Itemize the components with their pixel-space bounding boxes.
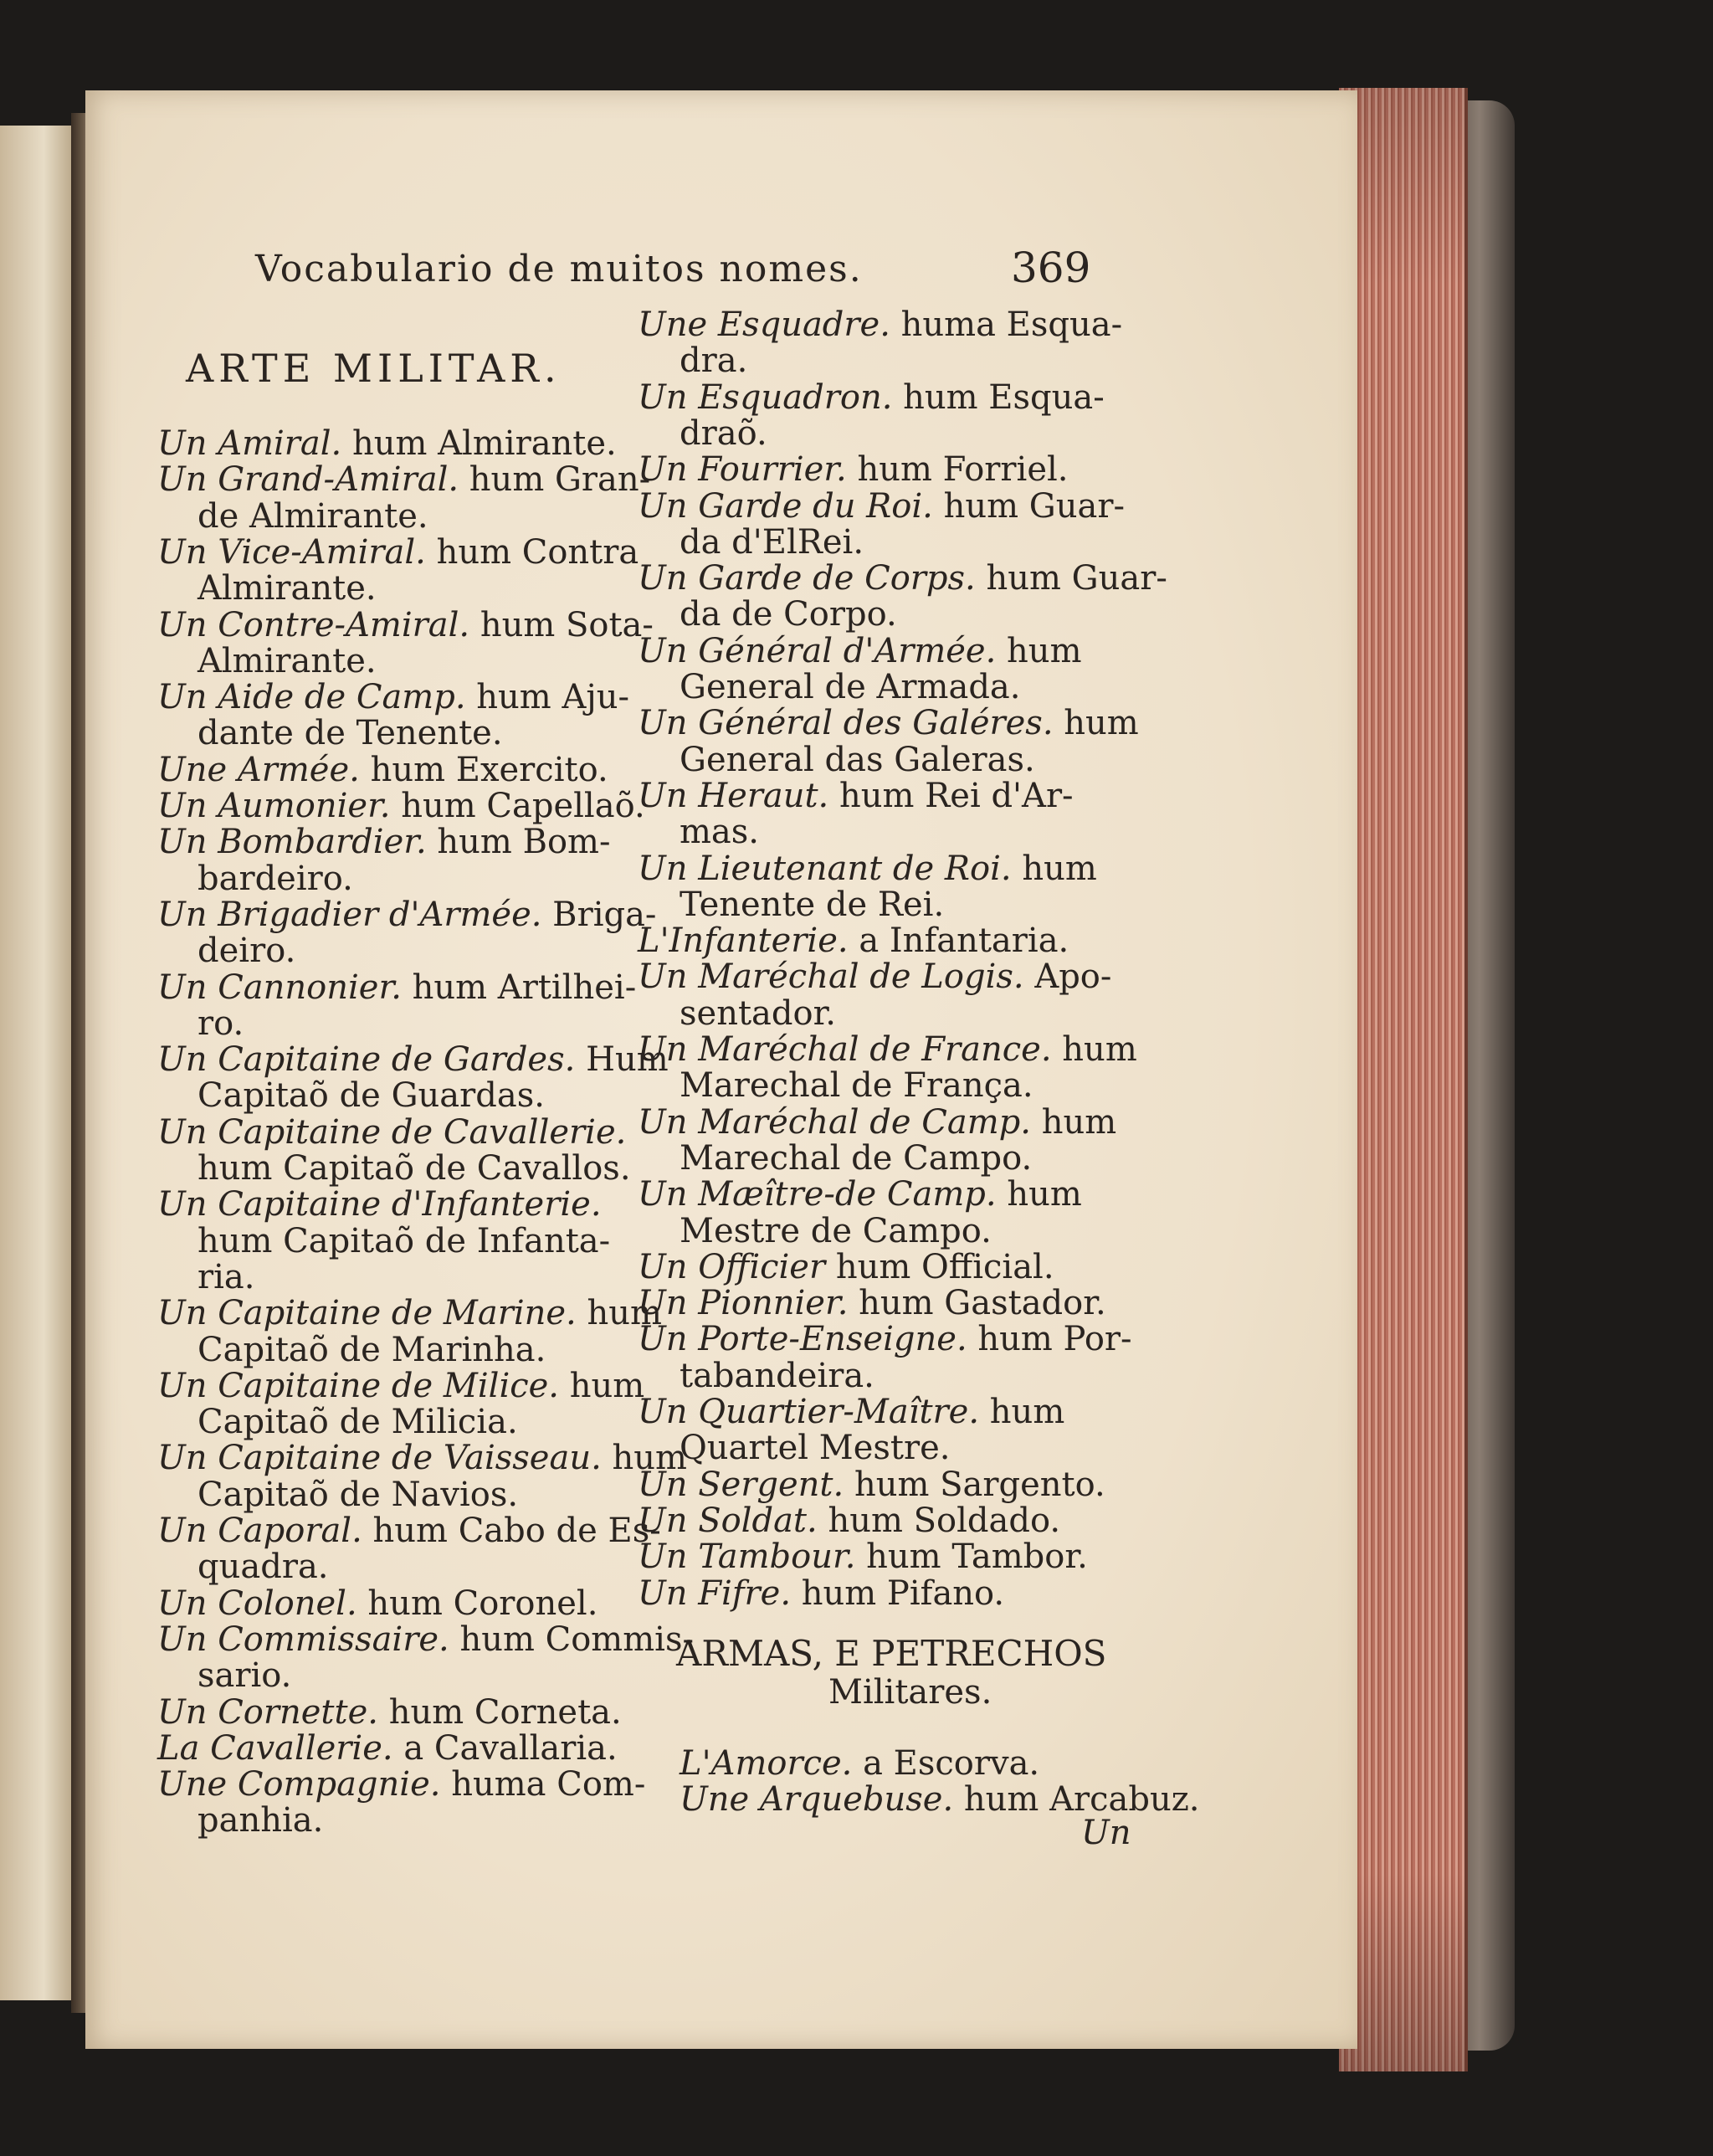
french-term: La Cavallerie. bbox=[157, 1728, 393, 1768]
french-term: Un Capitaine de Vaisseau. bbox=[157, 1439, 602, 1478]
dictionary-entry bbox=[157, 895, 657, 934]
dictionary-entry bbox=[638, 1030, 1137, 1069]
french-term: Un Maréchal de Logis. bbox=[638, 957, 1024, 997]
entry-continuation: Almirante. bbox=[197, 641, 377, 680]
french-term: Un Sergent. bbox=[638, 1465, 844, 1504]
portuguese-term: hum Commis- bbox=[459, 1620, 695, 1659]
french-term: Un Heraut. bbox=[638, 776, 829, 815]
dictionary-entry bbox=[157, 968, 637, 1007]
entry-continuation: Marechal de França. bbox=[680, 1066, 1033, 1106]
portuguese-term: hum Esqua- bbox=[903, 377, 1105, 417]
portuguese-term: hum Rei d'Ar- bbox=[839, 776, 1074, 815]
french-term: Un Maréchal de France. bbox=[638, 1030, 1052, 1069]
portuguese-term: hum Artilhei- bbox=[412, 968, 637, 1007]
dictionary-entry bbox=[638, 1284, 1106, 1323]
dictionary-entry bbox=[638, 1320, 1132, 1359]
portuguese-term: huma Com- bbox=[451, 1765, 646, 1804]
entry-continuation: sentador. bbox=[680, 993, 837, 1033]
entry-continuation: Capitaõ de Marinha. bbox=[197, 1330, 546, 1369]
dictionary-entry bbox=[638, 1537, 1088, 1577]
portuguese-term: hum Guar- bbox=[943, 486, 1125, 526]
catchword: Un bbox=[1081, 1814, 1131, 1852]
portuguese-term: hum Bom- bbox=[437, 823, 611, 862]
portuguese-term: hum Por- bbox=[977, 1320, 1132, 1359]
dictionary-entry bbox=[157, 1692, 622, 1732]
french-term: Un Bombardier. bbox=[157, 823, 427, 862]
dictionary-entry bbox=[157, 678, 630, 717]
entry-continuation: dra. bbox=[680, 341, 748, 381]
dictionary-entry bbox=[157, 1584, 598, 1623]
dictionary-entry bbox=[638, 450, 1069, 490]
portuguese-term: hum bbox=[1064, 704, 1139, 743]
entry-continuation: ro. bbox=[197, 1004, 244, 1043]
portuguese-term: hum Capellaõ. bbox=[401, 787, 645, 825]
section-subheading-militares: Militares. bbox=[828, 1673, 992, 1712]
french-term: Un Lieutenant de Roi. bbox=[638, 849, 1012, 888]
dictionary-entry bbox=[157, 823, 611, 862]
french-term: Une Esquadre. bbox=[638, 305, 890, 344]
french-term: Une Compagnie. bbox=[157, 1765, 441, 1804]
portuguese-term: hum Official. bbox=[835, 1247, 1054, 1286]
portuguese-term: huma Esqua- bbox=[900, 305, 1123, 344]
portuguese-term: hum bbox=[569, 1366, 645, 1405]
french-term: Un Capitaine d'Infanterie. bbox=[157, 1185, 602, 1224]
french-term: Un Garde de Corps. bbox=[638, 559, 976, 598]
dictionary-entry bbox=[638, 921, 1069, 961]
entry-continuation: General das Galeras. bbox=[680, 740, 1035, 779]
portuguese-term: hum Aju- bbox=[476, 678, 630, 717]
entry-continuation: da d'ElRei. bbox=[680, 522, 864, 562]
entry-continuation: mas. bbox=[680, 813, 760, 852]
french-term: Un Contre-Amiral. bbox=[157, 605, 470, 644]
french-term: Un Tambour. bbox=[638, 1537, 856, 1577]
french-term: Un Quartier-Maître. bbox=[638, 1393, 980, 1431]
french-term: Un Maréchal de Camp. bbox=[638, 1102, 1031, 1142]
dictionary-entry bbox=[638, 776, 1074, 815]
entry-continuation: Marechal de Campo. bbox=[680, 1138, 1033, 1178]
dictionary-entry bbox=[638, 1395, 1064, 1429]
french-term: L'Infanterie. bbox=[638, 921, 849, 961]
french-term: Un Garde du Roi. bbox=[638, 486, 933, 526]
page-block-shadow bbox=[1339, 88, 1464, 2071]
entry-continuation: Quartel Mestre. bbox=[680, 1429, 951, 1468]
french-term: Un Commissaire. bbox=[157, 1620, 449, 1659]
dictionary-entry bbox=[157, 460, 651, 500]
entry-continuation: panhia. bbox=[197, 1801, 324, 1840]
dictionary-entry bbox=[680, 1744, 1040, 1783]
french-term: Un Porte-Enseigne. bbox=[638, 1320, 967, 1359]
entry-continuation: hum Capitaõ de Cavallos. bbox=[197, 1149, 631, 1188]
dictionary-entry bbox=[157, 789, 645, 823]
dictionary-entry bbox=[157, 1728, 618, 1768]
dictionary-entry bbox=[157, 1185, 602, 1224]
entry-continuation: dante de Tenente. bbox=[197, 714, 503, 753]
dictionary-entry bbox=[157, 424, 617, 463]
entry-continuation: Almirante. bbox=[197, 569, 377, 608]
portuguese-term: a Infantaria. bbox=[859, 921, 1069, 961]
portuguese-term: hum bbox=[989, 1393, 1065, 1431]
dictionary-entry bbox=[638, 704, 1139, 743]
french-term: Un Colonel. bbox=[157, 1584, 357, 1623]
entry-continuation: bardeiro. bbox=[197, 859, 353, 898]
french-term: Un Brigadier d'Armée. bbox=[157, 895, 542, 934]
dictionary-entry bbox=[638, 1102, 1117, 1142]
entry-continuation: Capitaõ de Milicia. bbox=[197, 1403, 518, 1442]
french-term: Un Officier bbox=[638, 1247, 826, 1286]
dictionary-entry bbox=[638, 305, 1123, 344]
french-term: Un Cannonier. bbox=[157, 968, 402, 1007]
dictionary-entry bbox=[157, 750, 608, 789]
portuguese-term: a Cavallaria. bbox=[403, 1728, 618, 1768]
entry-continuation: Capitaõ de Navios. bbox=[197, 1475, 519, 1514]
portuguese-term: hum Tambor. bbox=[866, 1537, 1088, 1577]
dictionary-entry bbox=[157, 532, 639, 572]
french-term: Un Capitaine de Gardes. bbox=[157, 1040, 576, 1080]
portuguese-term: hum Forriel. bbox=[857, 450, 1069, 490]
portuguese-term: hum Gran- bbox=[469, 460, 651, 500]
portuguese-term: hum bbox=[1022, 849, 1097, 888]
entry-continuation: draõ. bbox=[680, 413, 767, 453]
dictionary-entry bbox=[638, 1465, 1105, 1504]
entry-continuation: quadra. bbox=[197, 1548, 329, 1587]
french-term: Un Capitaine de Milice. bbox=[157, 1366, 560, 1405]
dictionary-entry bbox=[638, 486, 1125, 526]
portuguese-term: hum bbox=[1007, 631, 1082, 670]
french-term: Un Fifre. bbox=[638, 1573, 792, 1613]
french-term: Un Cornette. bbox=[157, 1692, 378, 1732]
portuguese-term: hum Pifano. bbox=[801, 1573, 1005, 1613]
entry-continuation: Capitaõ de Guardas. bbox=[197, 1076, 545, 1116]
facing-page-edge bbox=[0, 126, 79, 2000]
french-term: Un Aumonier. bbox=[157, 787, 391, 825]
dictionary-entry bbox=[157, 1514, 661, 1548]
french-term: Un Caporal. bbox=[157, 1512, 362, 1550]
portuguese-term: a Escorva. bbox=[863, 1744, 1040, 1783]
portuguese-term: hum Sota- bbox=[480, 605, 654, 644]
french-term: Un Général d'Armée. bbox=[638, 631, 997, 670]
dictionary-entry bbox=[638, 1247, 1054, 1286]
dictionary-entry bbox=[638, 1573, 1005, 1613]
french-term: Un Vice-Amiral. bbox=[157, 532, 426, 572]
portuguese-term: hum Coronel. bbox=[367, 1584, 598, 1623]
french-term: Un Grand-Amiral. bbox=[157, 460, 459, 500]
page-number: 369 bbox=[1011, 244, 1091, 292]
french-term: Une Arquebuse. bbox=[680, 1780, 954, 1820]
portuguese-term: hum Arcabuz. bbox=[963, 1780, 1200, 1820]
entry-continuation: sario. bbox=[197, 1656, 292, 1696]
entry-continuation: tabandeira. bbox=[680, 1356, 874, 1395]
entry-continuation: da de Corpo. bbox=[680, 595, 897, 634]
dictionary-entry bbox=[638, 559, 1167, 598]
french-term: Un Soldat. bbox=[638, 1501, 818, 1540]
french-term: Un Capitaine de Marine. bbox=[157, 1294, 577, 1333]
section-heading-arte-militar: ARTE MILITAR. bbox=[186, 346, 562, 391]
portuguese-term: hum Guar- bbox=[986, 559, 1167, 598]
dictionary-entry bbox=[157, 605, 654, 644]
portuguese-term: Briga- bbox=[552, 895, 657, 934]
dictionary-entry bbox=[157, 1439, 687, 1478]
french-term: Un Général des Galéres. bbox=[638, 704, 1054, 743]
portuguese-term: hum bbox=[587, 1294, 662, 1333]
dictionary-entry bbox=[680, 1780, 1200, 1820]
section-heading-armas: ARMAS, E PETRECHOS bbox=[676, 1633, 1107, 1674]
portuguese-term: hum Contra bbox=[436, 532, 639, 572]
dictionary-entry bbox=[638, 957, 1112, 997]
entry-continuation: Mestre de Campo. bbox=[680, 1211, 992, 1250]
french-term: L'Amorce. bbox=[680, 1744, 853, 1783]
french-term: Un Capitaine de Cavallerie. bbox=[157, 1112, 627, 1152]
dictionary-entry bbox=[157, 1040, 669, 1080]
entry-continuation: deiro. bbox=[197, 932, 296, 971]
portuguese-term: hum Almirante. bbox=[352, 424, 617, 463]
entry-continuation: de Almirante. bbox=[197, 496, 428, 536]
portuguese-term: hum Gastador. bbox=[859, 1284, 1106, 1323]
french-term: Un Fourrier. bbox=[638, 450, 847, 490]
portuguese-term: hum Corneta. bbox=[388, 1692, 622, 1732]
portuguese-term: Hum bbox=[586, 1040, 669, 1080]
portuguese-term: hum Sargento. bbox=[854, 1465, 1105, 1504]
french-term: Un Mæître-de Camp. bbox=[638, 1175, 997, 1214]
dictionary-entry bbox=[638, 1501, 1061, 1540]
portuguese-term: hum bbox=[1041, 1102, 1117, 1142]
dictionary-entry bbox=[157, 1366, 645, 1405]
dictionary-entry bbox=[638, 1175, 1082, 1214]
french-term: Un Esquadron. bbox=[638, 377, 893, 417]
portuguese-term: hum Cabo de Es- bbox=[372, 1512, 661, 1550]
dictionary-entry bbox=[157, 1620, 695, 1659]
portuguese-term: hum bbox=[612, 1439, 687, 1478]
entry-continuation: General de Armada. bbox=[680, 668, 1021, 706]
french-term: Un Amiral. bbox=[157, 424, 342, 463]
french-term: Une Armée. bbox=[157, 750, 360, 789]
running-title: Vocabulario de muitos nomes. bbox=[255, 248, 863, 290]
dictionary-entry bbox=[638, 631, 1082, 670]
dictionary-entry bbox=[157, 1765, 646, 1804]
dictionary-entry bbox=[157, 1294, 662, 1333]
entry-continuation: Tenente de Rei. bbox=[680, 885, 945, 924]
dictionary-entry bbox=[638, 377, 1105, 417]
portuguese-term: hum Exercito. bbox=[370, 750, 608, 789]
portuguese-term: hum bbox=[1062, 1030, 1137, 1069]
french-term: Un Pionnier. bbox=[638, 1284, 849, 1323]
entry-continuation: ria. bbox=[197, 1257, 255, 1296]
dictionary-entry bbox=[157, 1112, 627, 1152]
portuguese-term: hum bbox=[1007, 1175, 1082, 1214]
portuguese-term: hum Soldado. bbox=[828, 1501, 1061, 1540]
entry-continuation: hum Capitaõ de Infanta- bbox=[197, 1221, 611, 1260]
french-term: Un Aide de Camp. bbox=[157, 678, 466, 717]
portuguese-term: Apo- bbox=[1034, 957, 1112, 997]
dictionary-entry bbox=[638, 849, 1097, 888]
